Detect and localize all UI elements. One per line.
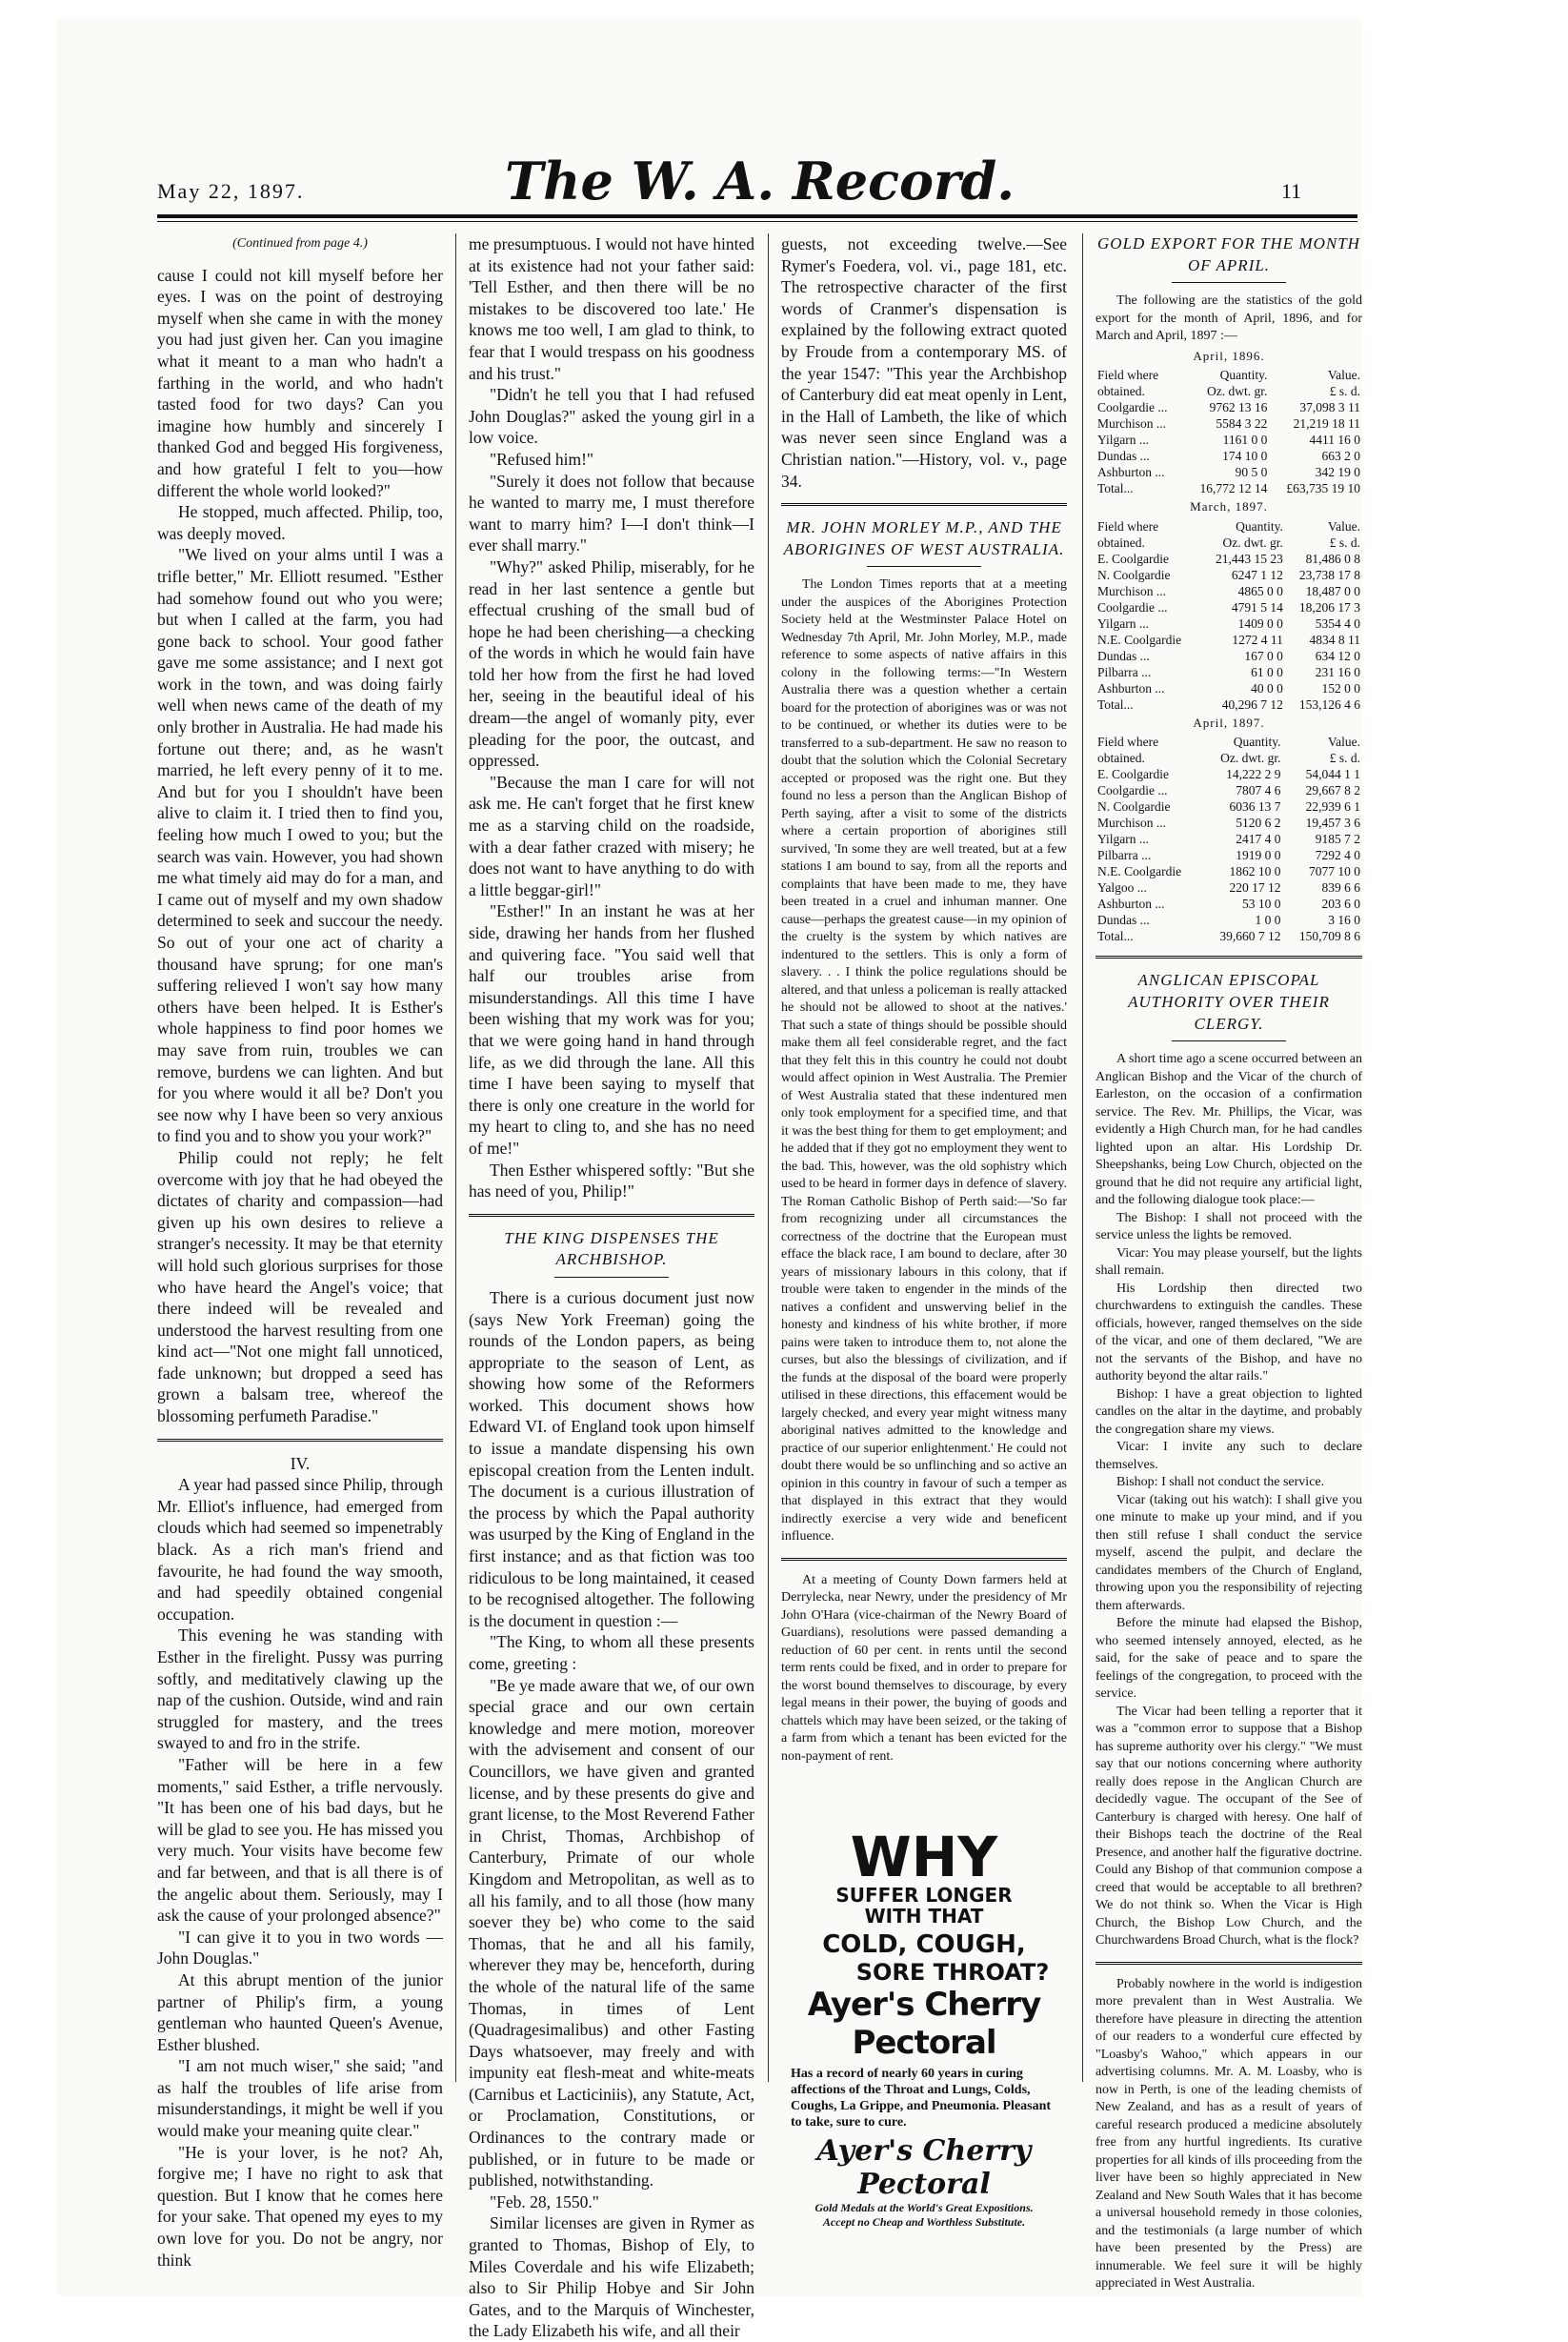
column-divider (768, 233, 769, 2082)
table-cell: 40 0 0 (1251, 680, 1283, 696)
issue-date: May 22, 1897. (157, 179, 305, 203)
table-cell: 7807 4 6 (1236, 783, 1281, 798)
table-cell: Total... (1097, 697, 1134, 712)
table-cell: 5584 3 22 (1216, 416, 1268, 432)
table-cell: 29,667 8 2 (1305, 783, 1360, 798)
ad-cold-cough: COLD, COUGH, (822, 1930, 1026, 1959)
story-paragraph: Philip could not reply; he felt overcome with joy that he had obeyed the dictates of charity and compassion—had given up his own desires to relieve a stranger's necessity. It may be that eternity will hold such glorious surprises for those who have heard the Angel's voice; that there indeed will be revealed and understood the harvest resulting from one kind act—"Not one might fall unnoticed, fade unknown; but dropped a seed has grown a balsam tree, whereof the blossoming perfumeth Paradise." (157, 1147, 443, 1426)
table-header: Quantity. (1236, 518, 1283, 534)
table-cell: Murchison ... (1097, 583, 1166, 598)
story-paragraph: "He is your lover, is he not? Ah, forgive me; I have no right to ask that question. But I know that he comes here for your sake. That opened my eyes to my own love for you. Do not be angry, nor think (157, 2142, 443, 2270)
article-rule (1096, 956, 1362, 959)
gold-table-1 (1096, 346, 1362, 497)
table-cell: £63,735 19 10 (1286, 481, 1360, 496)
story-paragraph: "Father will be here in a few moments," said Esther, a trifle nervously. "It has been one of his bad days, but he will be glad to see you. He has missed you very much. Your visits have become few and far between, and that is all there is of the angelic about them. Seriously, may I ask the cause of your prolonged absence?" (157, 1754, 443, 1926)
story-paragraph: "Why?" asked Philip, miserably, for he read in her last sentence a gentle but effectual crushing of the small bud of hope he had been cherishing—a checking of the words in which he would fain have told her how from the first he had loved her, seeing in the beautiful ideal of his dream—the angel of womanly pity, ever pleading for the poor, the outcast, and oppressed. (469, 556, 754, 771)
table-cell: Murchison ... (1097, 416, 1166, 432)
newspaper-title: The W. A. Record. (505, 151, 1015, 212)
table-cell: N. Coolgardie (1097, 799, 1171, 815)
story-paragraph: "I am not much wiser," she said; "and as half the troubles of life arise from misunderstandings, it might be well if you would make your meaning quite clear." (157, 2056, 443, 2141)
ad-accept: Accept no Cheap and Worthless Substitute. (822, 2215, 1026, 2229)
table-header: Field where (1097, 518, 1159, 534)
article-paragraph: His Lordship then directed two churchwardens to extinguish the candles. These officials, however, ranged themselves on the side of the vicar, and one of them declared, "We are not the servants of the Bishop, and have no authority beyond the altar rails." (1096, 1281, 1362, 1384)
table-header: Oz. dwt. gr. (1206, 384, 1268, 399)
table-row (1096, 599, 1362, 616)
table-header: Field where (1097, 368, 1159, 383)
table-cell: 220 17 12 (1229, 880, 1281, 896)
table-cell: 40,296 7 12 (1221, 697, 1283, 712)
table-cell: Coolgardie ... (1097, 783, 1168, 798)
table-row (1096, 415, 1362, 432)
table-title: March, 1897. (1190, 499, 1268, 515)
gold-table-3 (1096, 713, 1362, 945)
table-row (1096, 798, 1362, 815)
story-paragraph: me presumptuous. I would not have hinted at its existence had not your father said: 'Tell Esther, and then there will be no mistakes to be discovered too late.' He knows me too well, I am glad to think, to fear that I would trespass on his goodness and his trust." (469, 234, 754, 383)
table-cell: 21,219 18 11 (1293, 416, 1360, 432)
table-header: Oz. dwt. gr. (1222, 535, 1283, 550)
table-row (1096, 815, 1362, 831)
table-row (1096, 766, 1362, 782)
table-row (1096, 664, 1362, 680)
table-header: Value. (1327, 518, 1360, 534)
page-number: 11 (1281, 179, 1302, 203)
table-cell: 19,457 3 6 (1305, 816, 1360, 831)
heading-rule (867, 566, 981, 567)
gold-intro: The following are the statistics of the gold export for the month of April, 1896, and for March and April, 1897 :— (1096, 293, 1362, 344)
column-divider (1082, 233, 1083, 2082)
masthead-rule (157, 214, 1357, 222)
table-cell: Total... (1097, 929, 1134, 944)
table-cell: 39,660 7 12 (1219, 929, 1281, 944)
table-cell: 6036 13 7 (1229, 799, 1281, 815)
table-cell: 2417 4 0 (1236, 832, 1281, 847)
article-paragraph: Vicar: I invite any such to declare themselves. (1096, 1440, 1362, 1472)
article-paragraph: "Be ye made aware that we, of our own special grace and our own certain knowledge and mere motion, moreover with the advisement and consent of our Councillors, we have given and granted license, and by these presents do give and grant license, to the Most Reverend Father in Christ, Thomas, Archbishop of Canterbury, Primate of our whole Kingdom and Metropolitan, as well as to all his family, and to all those (how many soever they be) who come to the said Thomas, that he and all his family, wherever they may be, henceforth, during the whole of the natural life of the same Thomas, in times of Lent (Quadragesimalibus) and other Fasting Days whatsoever, may freely and with impunity eat flesh-meat and white-meats (Carnibus et Lacticiniis), any Statute, Act, or Proclamation, Constitutions, or Ordinances to the contrary made or published, or in future to be made or published, notwithstanding. (469, 1675, 754, 2191)
table-cell: Yilgarn ... (1097, 616, 1149, 631)
table-cell: 150,709 8 6 (1298, 929, 1360, 944)
table-cell: Dundas ... (1097, 913, 1150, 928)
article-paragraph: There is a curious document just now (says New York Freeman) going the rounds of the London papers, as being appropriate to the season of Lent, as showing how some of the Reformers worked. This document shows how Edward VI. of England took upon himself to issue a mandate dispensing his own episcopal creation from the Lenten indult. The document is a curious illustration of the process by which the Papal authority was usurped by the King of England in the first instance; and as that fiction was too ridiculous to be long maintained, it ceased to be recognised altogether. The following is the document in question :— (469, 1287, 754, 1630)
table-cell: 90 5 0 (1235, 465, 1268, 480)
table-cell: 4834 8 11 (1309, 632, 1360, 647)
table-cell: 3 16 0 (1328, 913, 1360, 928)
table-cell: Dundas ... (1097, 449, 1150, 464)
table-cell: Ashburton ... (1097, 897, 1165, 912)
table-row (1096, 896, 1362, 912)
table-cell: E. Coolgardie (1097, 767, 1169, 782)
table-header: Value. (1327, 368, 1360, 383)
table-total (1096, 928, 1362, 944)
table-cell: 231 16 0 (1315, 664, 1360, 679)
table-row (1096, 847, 1362, 863)
column-3 (781, 233, 1067, 1766)
newspaper-page (57, 19, 1362, 2341)
article-paragraph: Bishop: I shall not conduct the service. (1116, 1475, 1325, 1490)
table-cell: Murchison ... (1097, 816, 1166, 831)
table-cell: 6247 1 12 (1231, 567, 1283, 582)
article-heading: ANGLICAN EPISCOPAL AUTHORITY OVER THEIR CLERGY. (1128, 971, 1330, 1033)
ad-sore-throat: SORE THROAT? (855, 1959, 1050, 1986)
gold-table-2 (1096, 496, 1362, 713)
table-header: Value. (1327, 735, 1360, 750)
table-cell: 663 2 0 (1321, 449, 1360, 464)
table-row (1096, 464, 1362, 480)
ad-blurb: Has a record of nearly 60 years in curing affections of the Throat and Lungs, Colds, Coughs, La Grippe, and Pneumonia. Pleasant to take, sure to cure. (791, 2067, 1052, 2130)
table-cell: 22,939 6 1 (1305, 799, 1360, 815)
table-cell: Pilbarra ... (1097, 664, 1152, 679)
table-cell: Yilgarn ... (1097, 832, 1149, 847)
table-cell: N. Coolgardie (1097, 567, 1171, 582)
article-paragraph: Before the minute had elapsed the Bishop, who seemed intensely annoyed, elected, as he said, for the sake of peace and to spare the feelings of the congregation, to proceed with the service. (1096, 1616, 1362, 1702)
table-cell: 1161 0 0 (1222, 433, 1268, 448)
story-paragraph: "We lived on your alms until I was a trifle better," Mr. Elliott resumed. "Esther had somehow found out who you were; but when I called at the farm, you had gone back to school. Your good father gave me some assistance; and I next got work in the town, and was doing fairly well when news came of the death of my only brother in Australia. He had made his fortune out there; and, as he wasn't married, he left every penny of it to me. And but for you I shouldn't have been alive to claim it. I tried then to find you, feeling how much I owed to you; but the search was vain. However, you had shown me what timely aid may do for a man, and I came out of myself and my own shadow determined to seek and succour the needy. So out of your one act of charity a thousand have sprung; for one man's suffering relieved I won't say how many others have been helped. It is Esther's whole happiness to find poor homes we may save from ruin, troubles we can remove, burdens we can lighten. And but for you where would it all be? Don't you see now why I have been so very anxious to find you and to show you your work?" (157, 545, 443, 1146)
table-header: £ s. d. (1329, 384, 1360, 399)
table-cell: 1919 0 0 (1236, 848, 1281, 863)
table-cell: 153,126 4 6 (1298, 697, 1360, 712)
table-cell: Total... (1097, 481, 1134, 496)
story-paragraph: At this abrupt mention of the junior partner of Philip's firm, a young gentleman who haunted Queen's Avenue, Esther blushed. (157, 1969, 443, 2054)
table-cell: 81,486 0 8 (1305, 551, 1360, 566)
table-row (1096, 583, 1362, 599)
table-header: obtained. (1097, 384, 1145, 399)
table-cell: Ashburton ... (1097, 465, 1165, 480)
table-cell: Yalgoo ... (1097, 880, 1147, 896)
table-cell: 1409 0 0 (1237, 616, 1283, 631)
table-cell: Coolgardie ... (1097, 400, 1168, 415)
table-cell: 152 0 0 (1321, 680, 1360, 696)
table-cell: 4791 5 14 (1231, 599, 1283, 615)
table-cell: Ashburton ... (1097, 680, 1165, 696)
table-cell: 18,206 17 3 (1298, 599, 1360, 615)
table-cell: 4411 16 0 (1309, 433, 1360, 448)
column-2 (469, 233, 754, 2342)
table-cell: 14,222 2 9 (1226, 767, 1281, 782)
section-number: IV. (290, 1453, 311, 1473)
story-paragraph: This evening he was standing with Esther in the firelight. Pussy was purring softly, and meditatively clawing up the nap of the cushion. Outside, wind and rain struggled for mastery, and the trees swayed to and fro in the strife. (157, 1625, 443, 1753)
table-cell: 839 6 6 (1321, 880, 1360, 896)
heading-rule (1172, 282, 1286, 283)
table-title: April, 1897. (1193, 715, 1265, 730)
ad-why: WHY (850, 1825, 998, 1889)
article-rule (1096, 1962, 1362, 1965)
ad-brand-script: Ayer's Cherry Pectoral (816, 2134, 1032, 2201)
table-cell: E. Coolgardie (1097, 551, 1169, 566)
story-paragraph: A year had passed since Philip, through Mr. Elliot's influence, had emerged from clouds which had seemed so impenetrably black. As a rich man's friend and favourite, he had found the way smooth, and had speedily obtained congenial occupation. (157, 1475, 443, 1624)
table-cell: N.E. Coolgardie (1097, 864, 1182, 879)
table-cell: 23,738 17 8 (1298, 567, 1360, 582)
table-cell: 634 12 0 (1315, 648, 1360, 663)
table-row (1096, 680, 1362, 697)
table-cell: 61 0 0 (1251, 664, 1283, 679)
table-row (1096, 551, 1362, 567)
table-row (1096, 782, 1362, 798)
article-paragraph: The London Times reports that at a meeting under the auspices of the Aborigines Protection Society held at the Westminster Palace Hotel on Wednesday 7th April, Mr. John Morley, M.P., made reference to some aspects of native affairs in this colony in the following terms:—"In Western Australia there was a question whether a certain board for the protection of aborigines was or was not to be continued, or whether its duties were to be transferred to a sub-department. He saw no reason to doubt that the solution which the Colonial Secretary accepted or proposed was the right one. But they found no less a person than the Anglican Bishop of Perth saying, after a visit to some of the districts where a certain proportion of aborigines still survived, 'In some they are well treated, but at a few stations I am bound to say, from all the reports and complaints that have been made to me, they have been treated in a cruel and inhuman manner. One cause—perhaps the greatest cause—in my opinion of the cruelty is the system by which natives are indentured to the settlers. This is only a form of slavery. . . I think the police regulations should be altered, and that unless a policeman is really attacked he should not be allowed to shoot at the natives.' That such a state of things should be possible should make them all feel considerable regret, and the fact that they felt this in this country he could not doubt would affect opinion in West Australia. The Premier of West Australia stated that these indentured men only took employment for a specified time, and that it was the best thing for them to get employment; and he added that if they got no employment they went to the bad. This, however, was the old sophistry which used to be heard in former days in defence of slavery. The Roman Catholic Bishop of Perth said:—'So far from recognizing under all circumstances the correctness of the doctrine that the European must efface the black race, I am bound to declare, after 30 years of missionary labours in this colony, that if trouble were taken to engender in the minds of the natives a confident and unswerving belief in the honesty and kindness of his white brother, if more pains were taken to introduce them to, not alone the curses, but also the blessings of civilization, and if the funds at the disposal of the board were properly utilised in these directions, this effacement would be largely checked, and every year might witness many aboriginal natives admitted to the knowledge and practice of our superior enlightenment.' He could not doubt there would be so unflinching and so active an opinion in this country in favour of such a temper as that displayed in this extract that they would indirectly exercise a very wide and beneficent influence. (781, 577, 1067, 1545)
article-paragraph: At a meeting of County Down farmers held at Derrylecka, near Newry, under the presidency of Mr John O'Hara (vice-chairman of the Newry Board of Guardians), resolutions were passed demanding a reduction of 60 per cent. in rents until the second term rents could be fixed, and in order to prepare for the worst bound themselves to discourage, by every legal means in their power, the buying of goods and chattels which may have been seized, or the taking of a farm from which a tenant has been evicted for the non-payment of rent. (781, 1572, 1067, 1764)
article-paragraph: A short time ago a scene occurred between an Anglican Bishop and the Vicar of the church of Earleston, on the occasion of a confirmation service. The Rev. Mr. Phillips, the Vicar, was evidently a High Church man, for he had candles lighted upon an altar. His Lordship Dr. Sheepshanks, being Low Church, objected on the ground that he did not require any artificial light, and the following dialogue took place:— (1096, 1052, 1362, 1208)
ad-suffer-line: SUFFER LONGER (835, 1884, 1013, 1907)
table-cell: 16,772 12 14 (1199, 481, 1268, 496)
table-total (1096, 697, 1362, 713)
table-header: obtained. (1097, 535, 1145, 550)
ad-suffer (835, 1885, 1012, 1927)
article-paragraph: Vicar: You may please yourself, but the lights shall remain. (1096, 1245, 1362, 1279)
table-row (1096, 632, 1362, 648)
table-cell: 1272 4 11 (1232, 632, 1283, 647)
table-row (1096, 879, 1362, 896)
table-header: £ s. d. (1329, 535, 1360, 550)
article-paragraph: guests, not exceeding twelve.—See Rymer's Foedera, vol. vi., page 181, etc. The retrospective character of the first words of Cranmer's dispensation is explained by the following extract quoted by Froude from a contemporary MS. of the year 1547: "This year the Archbishop of Canterbury did eat meat openly in Lent, in the Hall of Lambeth, the like of which was never seen since England was a Christian nation."—History, vol. v., page 34. (781, 234, 1067, 491)
masthead (57, 133, 1362, 210)
table-header: Oz. dwt. gr. (1220, 751, 1281, 766)
table-cell: Dundas ... (1097, 648, 1150, 663)
continued-note: (Continued from page 4.) (232, 236, 368, 251)
ad-with-that: WITH THAT (864, 1905, 984, 1928)
table-title: April, 1896. (1193, 348, 1265, 363)
table-row (1096, 616, 1362, 632)
table-cell: 203 6 0 (1321, 897, 1360, 912)
column-divider (455, 233, 456, 2082)
table-cell: 174 10 0 (1222, 449, 1268, 464)
table-header: Quantity. (1219, 368, 1268, 383)
article-heading: MR. JOHN MORLEY M.P., AND THE ABORIGINES OF WEST AUSTRALIA. (783, 518, 1065, 558)
article-paragraph: Probably nowhere in the world is indigestion more prevalent than in West Australia. We therefore have pleasure in directing the attention of our readers to a wonderful cure effected by "Loasby's Wahoo," which appears in our advertising columns. Mr. A. M. Loasby, who is now in Perth, is one of the leading chemists of New Zealand, and has as a result of years of careful research produced a medicine absolutely free from any hurtful ingredients. Its curative properties for all kinds of ills proceeding from the liver have been so highly appreciated in New Zealand and New South Wales that it has become a universal household remedy in those colonies, and the testimonials (a large number of which have been presented by the Press) are innumerable. We feel sure it will be highly appreciated in West Australia. (1096, 1976, 1362, 2292)
table-cell: 342 19 0 (1315, 465, 1360, 480)
heading-rule (554, 1277, 669, 1278)
article-paragraph: "The King, to whom all these presents come, greeting : (469, 1632, 754, 1673)
table-row (1096, 831, 1362, 847)
story-paragraph: "Because the man I care for will not ask me. He can't forget that he first knew me as a starving child on the roadside, with a dear father crazed with misery; he does not want to have anything to do with a little beggar-girl!" (469, 772, 754, 899)
table-cell: 18,487 0 0 (1305, 583, 1360, 598)
article-paragraph: The Bishop: I shall not proceed with the service unless the lights be removed. (1096, 1210, 1362, 1243)
story-paragraph: "Refused him!" (490, 449, 594, 469)
story-paragraph: cause I could not kill myself before her eyes. I was on the point of destroying myself when she came in with the money you had just given her. Can you imagine what it meant to a man who hadn't a farthing in the world, and who hadn't tasted food for two days? Can you imagine how humbly and sincerely I thanked God and begged His forgiveness, and how grateful I felt to you—how different the whole world looked?" (157, 265, 443, 500)
section-rule (157, 1439, 443, 1442)
story-paragraph: He stopped, much affected. Philip, too, was deeply moved. (157, 502, 443, 543)
table-cell: 4865 0 0 (1237, 583, 1283, 598)
article-paragraph: The Vicar had been telling a reporter that it was a "common error to suppose that a Bishop has supreme authority over his clergy." "We must say that our notions concerning where authority really does repose in the Anglican Church are decidedly vague. The occupant of the See of Canterbury is charged with heresy. One half of their Bishops teach the doctrine of the Real Presence, and another half the figurative doctrine. Could any Bishop of that communion compose a creed that would be acceptable to all brethren? We do not think so. When the Vicar is High Church, the Bishop Low Church, and the Churchwardens Broad Church, what is the flock? (1096, 1704, 1362, 1948)
table-cell: 9185 7 2 (1315, 832, 1360, 847)
table-row (1096, 399, 1362, 415)
ad-medals: Gold Medals at the World's Great Expositions. (814, 2201, 1034, 2214)
article-rule (469, 1214, 754, 1217)
table-cell: 1 0 0 (1255, 913, 1281, 928)
heading-rule (1172, 1040, 1286, 1041)
story-paragraph: "Didn't he tell you that I had refused John Douglas?" asked the young girl in a low voice. (469, 385, 754, 448)
article-heading: THE KING DISPENSES THE ARCHBISHOP. (504, 1228, 719, 1269)
table-row (1096, 448, 1362, 464)
table-cell: Yilgarn ... (1097, 433, 1149, 448)
column-4 (1096, 233, 1362, 2293)
table-row (1096, 567, 1362, 583)
article-rule (781, 503, 1067, 506)
table-cell: 21,443 15 23 (1215, 551, 1283, 566)
table-total (1096, 480, 1362, 496)
article-paragraph: Bishop: I have a great objection to lighted candles on the altar in the daytime, and probably the congregation share my views. (1096, 1386, 1362, 1437)
table-header: obtained. (1097, 751, 1145, 766)
ad-brand: Ayer's Cherry Pectoral (807, 1986, 1041, 2062)
story-paragraph: "I can give it to you in two words —John Douglas." (157, 1927, 443, 1968)
table-cell: Coolgardie ... (1097, 599, 1168, 615)
table-cell: 5354 4 0 (1315, 616, 1360, 631)
story-paragraph: Then Esther whispered softly: "But she has need of you, Philip!" (469, 1160, 754, 1201)
table-cell: N.E. Coolgardie (1097, 632, 1182, 647)
table-header: £ s. d. (1329, 751, 1360, 766)
table-row (1096, 648, 1362, 664)
article-paragraph: "Feb. 28, 1550." (490, 2191, 599, 2211)
story-paragraph: "Esther!" In an instant he was at her side, drawing her hands from her flushed and quivering face. "You said well that half our troubles arise from misunderstandings. All this time I have been wishing that my work was for you; that we were going hand in hand through life, as we did through the lane. All this time I have been saying to myself that there is only one creature in the world for my heart to cling to, and she has no need of me!" (469, 901, 754, 1158)
article-paragraph: Vicar (taking out his watch): I shall give you one minute to make up your mind, and if you then still refuse I shall conduct the service myself, ascend the pulpit, and declare the candidates members of the Church of England, throwing upon you the responsibility of rejecting them afterwards. (1096, 1492, 1362, 1613)
column-1 (157, 233, 443, 2271)
ayers-advertisement (781, 1825, 1067, 2229)
article-rule (781, 1558, 1067, 1561)
table-cell: 167 0 0 (1244, 648, 1283, 663)
table-cell: 7077 10 0 (1309, 864, 1360, 879)
table-cell: 54,044 1 1 (1305, 767, 1360, 782)
table-cell: Pilbarra ... (1097, 848, 1152, 863)
table-cell: 5120 6 2 (1236, 816, 1281, 831)
table-header: Quantity. (1233, 735, 1281, 750)
article-paragraph: Similar licenses are given in Rymer as granted to Thomas, Bishop of Ely, to Miles Coverdale and his wife Elizabeth; also to Sir Philip Hobye and Sir John Gates, and to the Marquis of Winchester, the Lady Elizabeth his wife, and all their (469, 2213, 754, 2341)
table-cell: 37,098 3 11 (1299, 400, 1360, 415)
article-heading: GOLD EXPORT FOR THE MONTH OF APRIL. (1097, 234, 1360, 274)
table-cell: 9762 13 16 (1209, 400, 1268, 415)
table-cell: 7292 4 0 (1315, 848, 1360, 863)
table-cell: 1862 10 0 (1229, 864, 1281, 879)
table-row (1096, 912, 1362, 928)
table-cell: 53 10 0 (1241, 897, 1281, 912)
table-header: Field where (1097, 735, 1159, 750)
story-paragraph: "Surely it does not follow that because he wanted to marry me, I must therefore want to marry him? I—I don't think—I ever shall marry." (469, 471, 754, 555)
table-row (1096, 863, 1362, 879)
table-row (1096, 432, 1362, 448)
